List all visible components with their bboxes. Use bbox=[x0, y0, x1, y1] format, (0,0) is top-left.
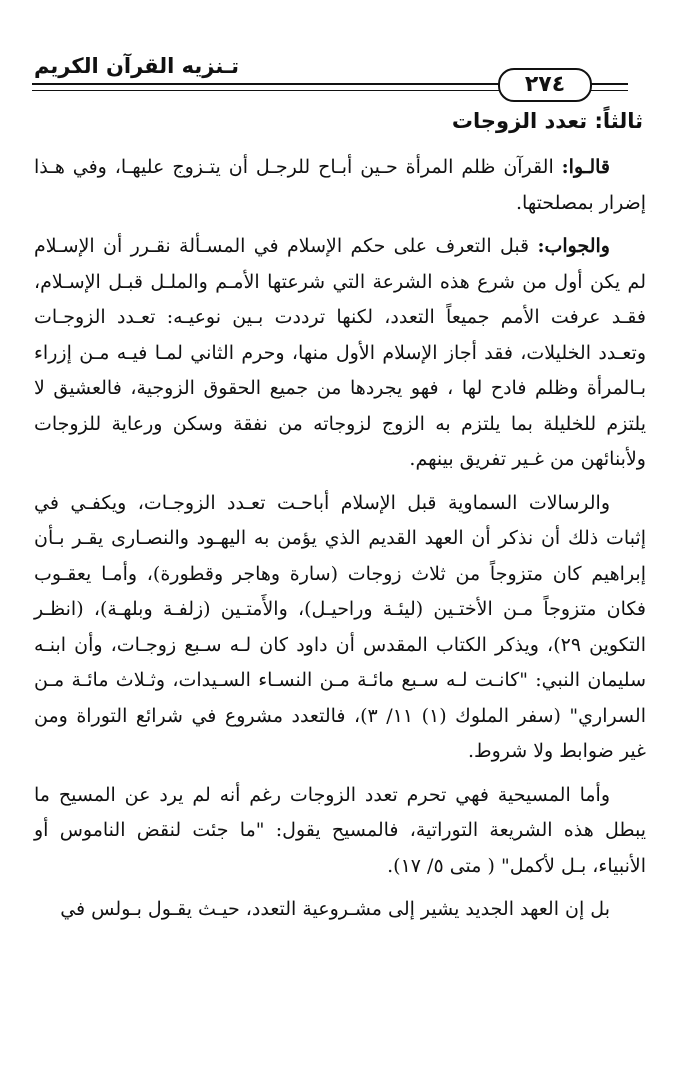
page-number: ٢٧٤ bbox=[498, 68, 592, 102]
paragraph-christianity bbox=[34, 778, 646, 885]
section-heading: ثالثاً: تعدد الزوجات bbox=[451, 109, 643, 133]
paragraph-new-testament bbox=[34, 892, 646, 928]
paragraph-lead: قالـوا: bbox=[561, 156, 610, 178]
paragraph-claim bbox=[34, 150, 646, 221]
paragraph-lead: والجواب: bbox=[537, 235, 610, 257]
body-text bbox=[34, 150, 646, 936]
paragraph-text: القرآن ظلم المرأة حـين أبـاح للرجـل أن يتـزوج عليهـا، وفي هـذا إضرار بمصلحتها. bbox=[34, 156, 646, 214]
paragraph-text: قبل التعرف على حكم الإسلام في المسـألة نقـرر أن الإسـلام لم يكن أول من شرع هذه الشرعة التي شرعتها الأمـم والملـل قبـل الإسـلام، فقـد عرفت الأمم جميعاً التعدد، لكنها ترددت بـين نوعيـه: تعـدد الزوجـات وتعـدد الخليلات، فقد أجاز الإسلام الأول منها، وحرم الثاني لمـا فيـه مـن إزراء بـالمرأة وظلم فادح لها ، فهو يجردها من جميع الحقوق الزوجية، فالعشيق لا يلتزم للخليلة بما يلتزم به الزوج لزوجاته من نفقة وسكن ورعاية للزوجات ولأبنائهن من غـير تفريق بينهم. bbox=[34, 235, 646, 470]
paragraph-text: وأما المسيحية فهي تحرم تعدد الزوجات رغم أنه لم يرد عن المسيح ما يبطل هذه الشريعة التوراتية، فالمسيح يقول: "ما جئت لنقض الناموس أو الأنبياء، بـل لأكمل" ( متى ٥/ ١٧). bbox=[34, 783, 646, 877]
running-title: تـنزيه القرآن الكريم bbox=[33, 54, 239, 78]
paragraph-text: بل إن العهد الجديد يشير إلى مشـروعية التعدد، حيـث يقـول بـولس في bbox=[60, 898, 610, 920]
paragraph-text: والرسالات السماوية قبل الإسلام أباحـت تعـدد الزوجـات، ويكفـي في إثبات ذلك أن نذكر أن العهد القديم الذي يؤمن به اليهـود والنصـارى يقـر بـأن إبراهيم كان متزوجاً من ثلاث زوجات (سارة وهاجر وقطورة)، وأمـا يعقـوب فكان متزوجاً مـن الأختـين (ليئـة وراحيـل)، والأَمتـين (زلفـة وبلهـة)، (انظـر التكوين ٢٩)، ويذكر الكتاب المقدس أن داود كان لـه سـبع زوجـات، وأن ابنـه سليمان النبي: "كانـت لـه سـبع مائـة مـن النسـاء السـيدات، وثـلاث مائـة مـن السراري" (سفر الملوك (١) ١١/ ٣)، فالتعدد مشروع في شرائع التوراة ومن غير ضوابط ولا شروط. bbox=[34, 491, 646, 762]
paragraph-answer bbox=[34, 229, 646, 478]
paragraph-heavenly-messages bbox=[34, 486, 646, 770]
